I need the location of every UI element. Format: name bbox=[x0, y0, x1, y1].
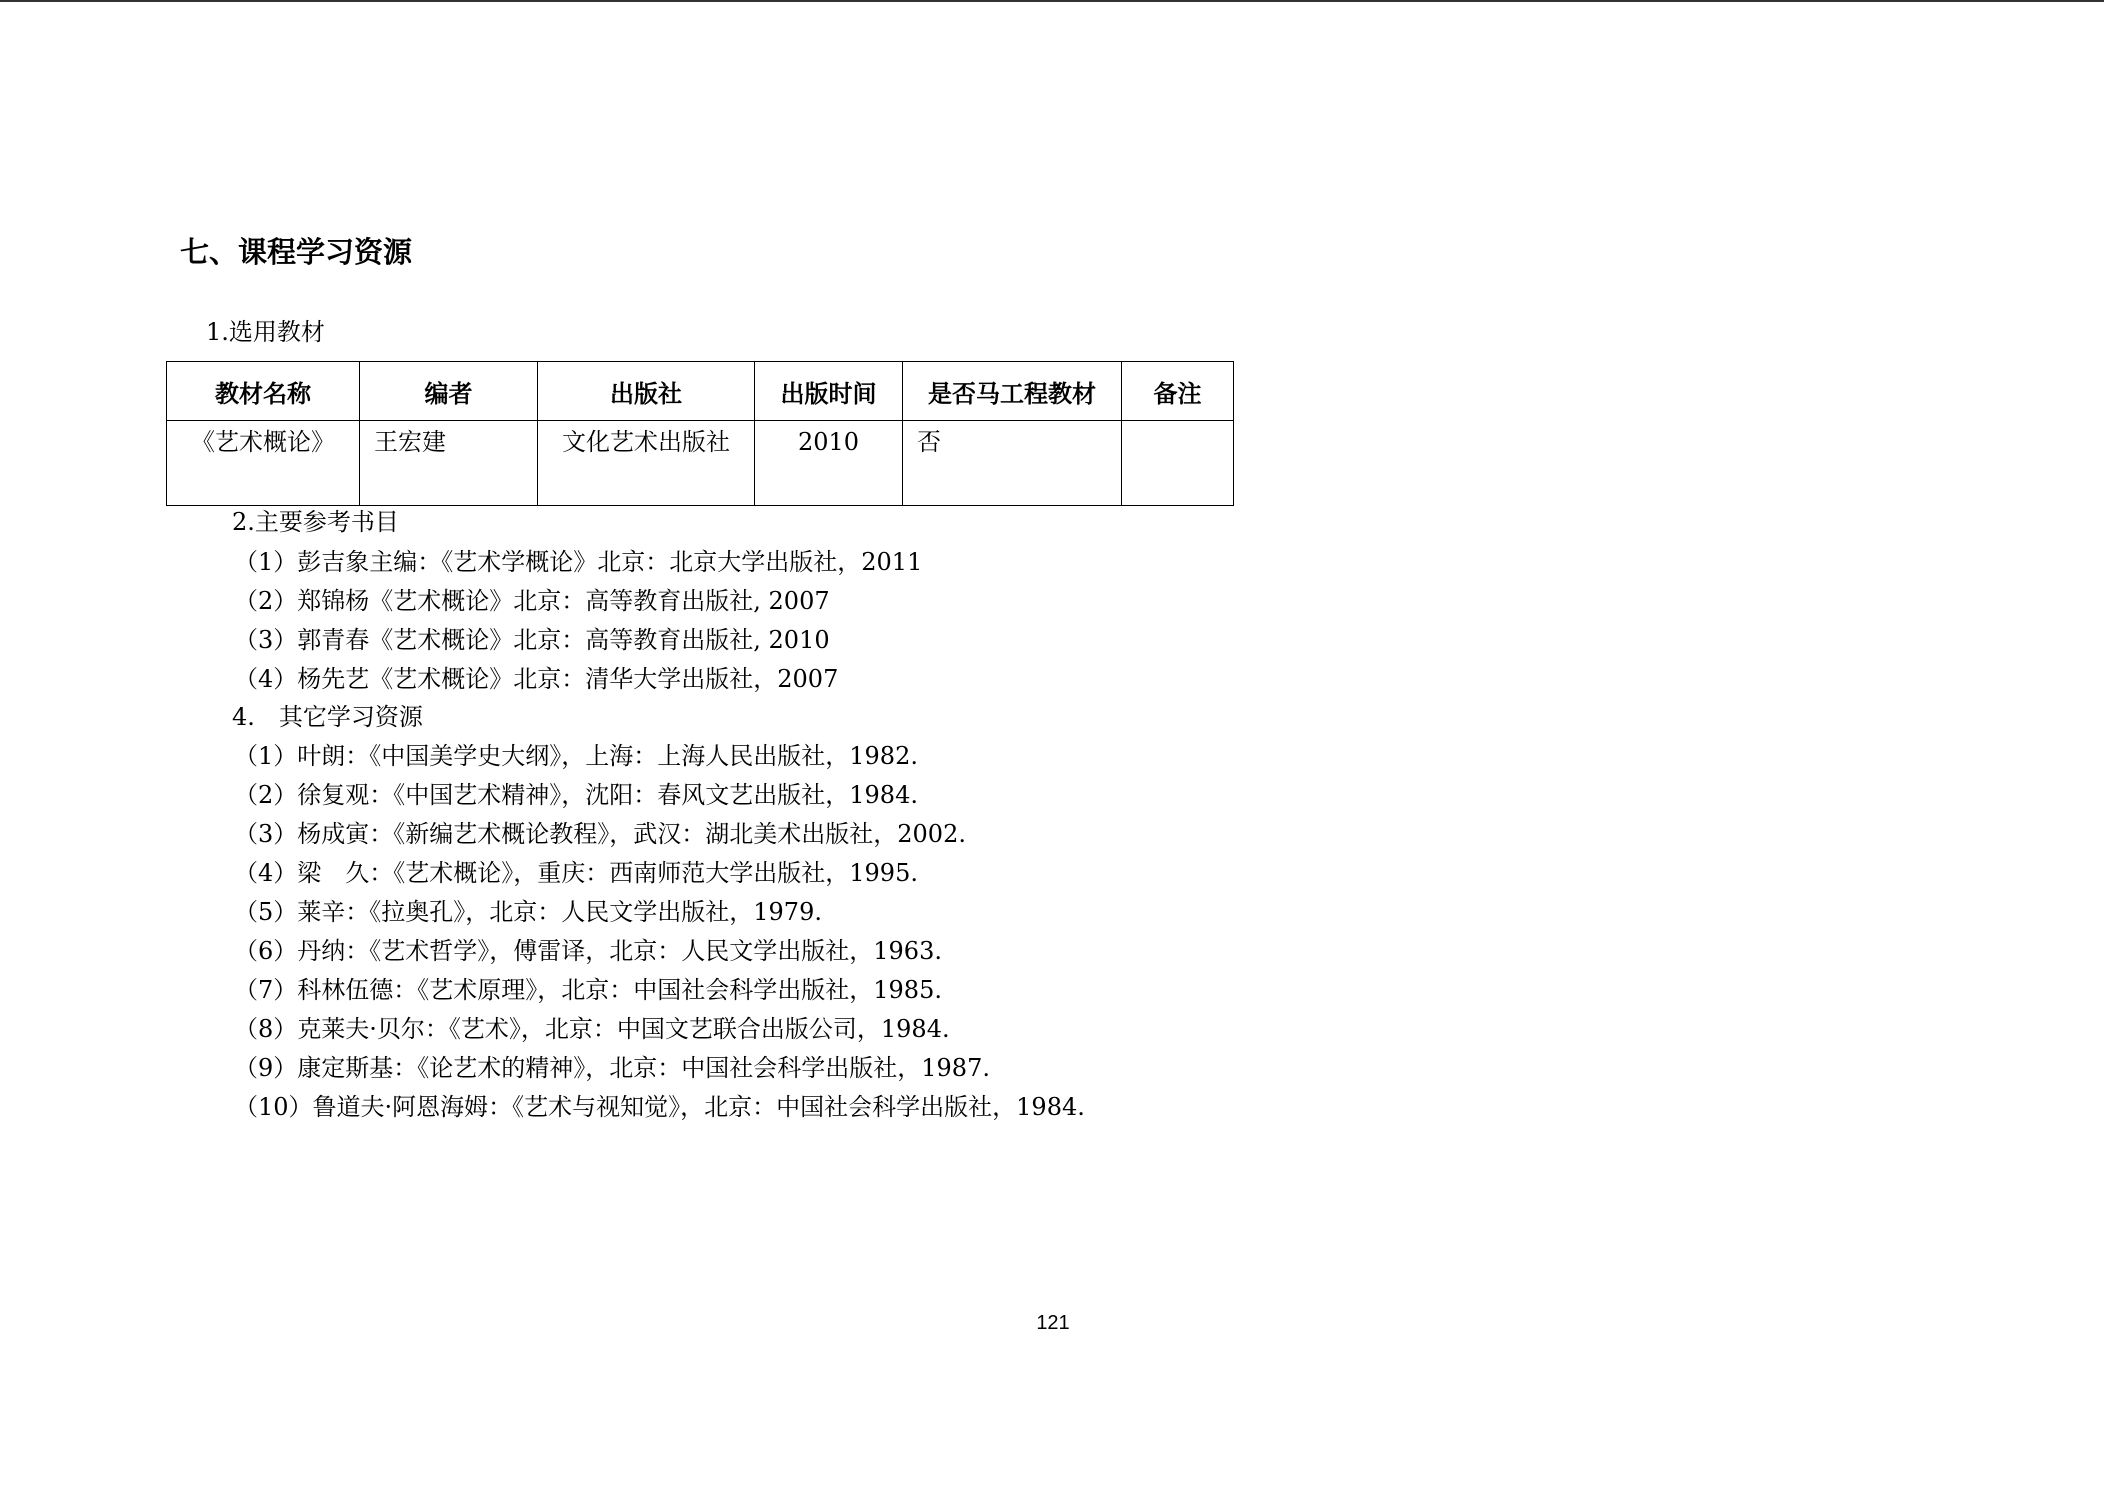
cell-textbook-name: 《艺术概论》 bbox=[167, 421, 360, 506]
list-item: （2）徐复观：《中国艺术精神》，沈阳：春风文艺出版社，1984. bbox=[234, 781, 918, 809]
header-remarks: 备注 bbox=[1122, 362, 1234, 421]
section-title: 七、课程学习资源 bbox=[180, 235, 413, 269]
list-item: （1）彭吉象主编：《艺术学概论》北京：北京大学出版社，2011 bbox=[234, 548, 923, 576]
list-item: （10）鲁道夫·阿恩海姆：《艺术与视知觉》，北京：中国社会科学出版社，1984. bbox=[234, 1093, 1085, 1121]
list-item: （1）叶朗：《中国美学史大纲》，上海：上海人民出版社，1982. bbox=[234, 742, 918, 770]
header-publish-year: 出版时间 bbox=[755, 362, 903, 421]
list-item: （4）杨先艺《艺术概论》北京：清华大学出版社，2007 bbox=[234, 665, 839, 693]
list-item: （3）郭青春《艺术概论》北京：高等教育出版社, 2010 bbox=[234, 626, 830, 654]
references-heading: 2.主要参考书目 bbox=[232, 508, 399, 536]
table-header-row bbox=[167, 362, 1234, 421]
header-marx-project: 是否马工程教材 bbox=[903, 362, 1122, 421]
other-resources-heading: 4. 其它学习资源 bbox=[232, 703, 423, 731]
table-row bbox=[167, 421, 1234, 506]
page-number: 121 bbox=[1036, 1312, 1070, 1334]
cell-editor: 王宏建 bbox=[360, 421, 538, 506]
header-editor: 编者 bbox=[360, 362, 538, 421]
reference-list bbox=[234, 543, 922, 699]
cell-publisher: 文化艺术出版社 bbox=[538, 421, 755, 506]
list-item: （7）科林伍德：《艺术原理》，北京：中国社会科学出版社，1985. bbox=[234, 976, 942, 1004]
list-item: （9）康定斯基：《论艺术的精神》，北京：中国社会科学出版社，1987. bbox=[234, 1054, 990, 1082]
header-publisher: 出版社 bbox=[538, 362, 755, 421]
list-item: （4）梁 久：《艺术概论》，重庆：西南师范大学出版社，1995. bbox=[234, 859, 918, 887]
header-textbook-name: 教材名称 bbox=[167, 362, 360, 421]
list-item: （6）丹纳：《艺术哲学》，傅雷译，北京：人民文学出版社，1963. bbox=[234, 937, 942, 965]
other-resources-list bbox=[234, 737, 1085, 1127]
cell-publish-year: 2010 bbox=[755, 421, 903, 506]
cell-marx-project: 否 bbox=[903, 421, 1122, 506]
list-item: （8）克莱夫·贝尔：《艺术》，北京：中国文艺联合出版公司，1984. bbox=[234, 1015, 950, 1043]
list-item: （2）郑锦杨《艺术概论》北京：高等教育出版社, 2007 bbox=[234, 587, 830, 615]
textbooks-heading: 1.选用教材 bbox=[206, 318, 325, 346]
page-top-rule bbox=[0, 0, 2104, 2]
cell-remarks bbox=[1122, 421, 1234, 506]
list-item: （3）杨成寅：《新编艺术概论教程》，武汉：湖北美术出版社，2002. bbox=[234, 820, 966, 848]
textbook-table bbox=[166, 361, 1234, 506]
list-item: （5）莱辛：《拉奥孔》，北京：人民文学出版社，1979. bbox=[234, 898, 822, 926]
